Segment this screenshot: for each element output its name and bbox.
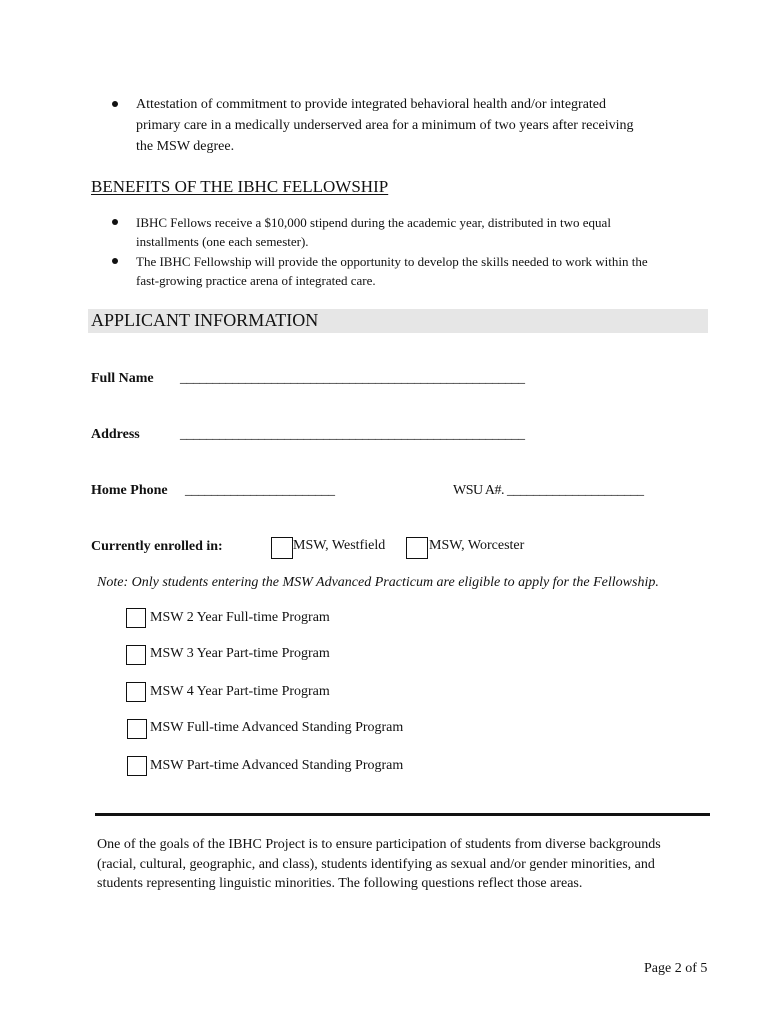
diversity-paragraph (97, 835, 661, 894)
program-label: MSW 4 Year Part-time Program (150, 684, 330, 699)
full-name-field[interactable]: _____________________________________________________ (180, 371, 525, 386)
program-checkbox[interactable] (127, 719, 147, 739)
home-phone-field[interactable]: _______________________ (185, 483, 335, 498)
attestation-line: Attestation of commitment to provide integrated behavioral health and/or integrated (136, 97, 607, 112)
program-checkbox[interactable] (127, 756, 147, 776)
benefit-line: IBHC Fellows receive a $10,000 stipend during the academic year, distributed in two equal (136, 215, 611, 230)
benefit-text (136, 213, 611, 251)
section-divider (95, 813, 710, 816)
diversity-line: (racial, cultural, geographic, and class), students identifying as sexual and/or gender minorities, and (97, 856, 655, 872)
program-label: MSW 3 Year Part-time Program (150, 646, 330, 661)
worcester-checkbox[interactable] (406, 537, 428, 559)
benefit-text (136, 252, 648, 290)
address-field[interactable]: _____________________________________________________ (180, 427, 525, 442)
bullet-dot (112, 101, 118, 107)
worcester-label: MSW, Worcester (429, 538, 525, 553)
attestation-text (136, 94, 634, 157)
page-number: Page 2 of 5 (644, 961, 708, 976)
applicant-info-header (88, 309, 708, 333)
program-checkbox[interactable] (126, 682, 146, 702)
benefits-heading: BENEFITS OF THE IBHC FELLOWSHIP (91, 177, 389, 196)
program-label: MSW 2 Year Full-time Program (150, 610, 330, 625)
westfield-label: MSW, Westfield (293, 538, 386, 553)
westfield-checkbox[interactable] (271, 537, 293, 559)
full-name-label: Full Name (91, 371, 154, 386)
attestation-line: primary care in a medically underserved area for a minimum of two years after receiving (136, 118, 634, 133)
bullet-dot (112, 258, 118, 264)
program-label: MSW Part-time Advanced Standing Program (150, 758, 404, 773)
benefit-line: The IBHC Fellowship will provide the opportunity to develop the skills needed to work within the (136, 254, 648, 269)
program-checkbox[interactable] (126, 608, 146, 628)
eligibility-note: Note: Only students entering the MSW Advanced Practicum are eligible to apply for the Fellowship. (97, 575, 659, 590)
address-label: Address (91, 427, 140, 442)
benefit-line: installments (one each semester). (136, 234, 309, 249)
applicant-info-heading: APPLICANT INFORMATION (91, 310, 319, 330)
attestation-line: the MSW degree. (136, 139, 235, 154)
benefit-line: fast-growing practice arena of integrated care. (136, 273, 376, 288)
diversity-line: One of the goals of the IBHC Project is to ensure participation of students from diverse backgrounds (97, 837, 661, 852)
program-label: MSW Full-time Advanced Standing Program (150, 720, 404, 735)
home-phone-label: Home Phone (91, 483, 168, 498)
wsu-id-field[interactable]: WSU A#. _____________________ (453, 483, 644, 498)
program-checkbox[interactable] (126, 645, 146, 665)
enrolled-label: Currently enrolled in: (91, 539, 223, 554)
bullet-dot (112, 219, 118, 225)
diversity-line: students representing linguistic minorities. The following questions reflect those areas. (97, 876, 583, 891)
